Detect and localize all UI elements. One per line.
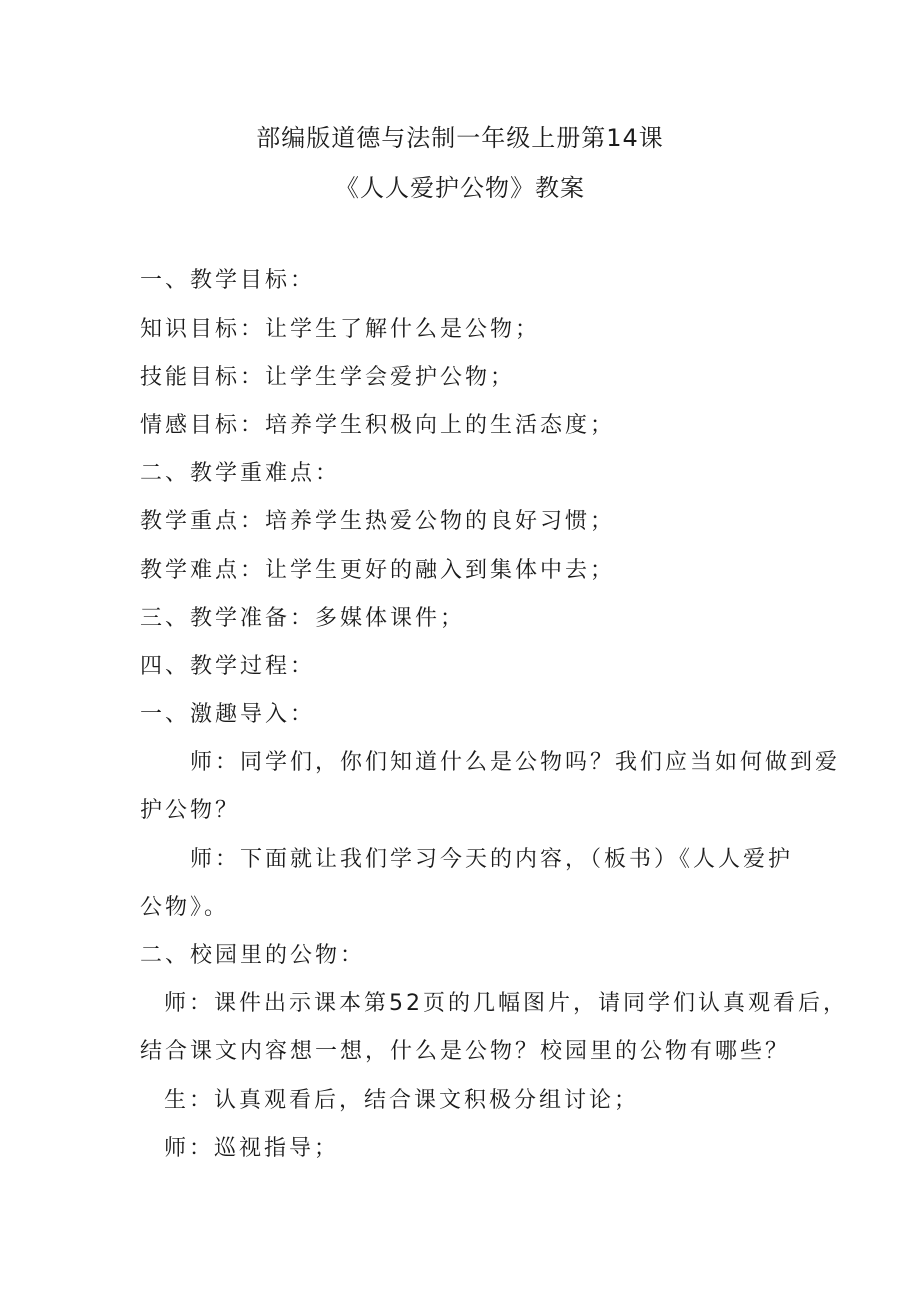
paragraph-line: 技能目标：让学生学会爱护公物； (140, 365, 516, 390)
paragraph-line: 护公物？ (140, 798, 241, 823)
document-subtitle: 《人人爱护公物》教案 (335, 174, 585, 202)
paragraph-line: 结合课文内容想一想，什么是公物？校园里的公物有哪些？ (140, 1039, 791, 1064)
paragraph-line: 教学难点：让学生更好的融入到集体中去； (140, 558, 616, 583)
paragraph-line: 师：巡视指导； (164, 1136, 340, 1161)
paragraph-line: 知识目标：让学生了解什么是公物； (140, 317, 541, 342)
paragraph-line: 师：课件出示课本第52页的几幅图片，请同学们认真观看后， (164, 991, 848, 1016)
section-heading-preparation: 三、教学准备：多媒体课件； (140, 606, 466, 631)
document-title: 部编版道德与法制一年级上册第14课 (256, 124, 664, 152)
section-heading-process: 四、教学过程： (140, 654, 316, 679)
subsection-heading-intro: 一、激趣导入： (140, 702, 316, 727)
paragraph-line: 师：同学们，你们知道什么是公物吗？我们应当如何做到爱 (190, 750, 841, 775)
paragraph-line: 教学重点：培养学生热爱公物的良好习惯； (140, 509, 616, 534)
paragraph-line: 公物》。 (140, 895, 230, 920)
paragraph-line: 生：认真观看后，结合课文积极分组讨论； (164, 1088, 640, 1113)
section-heading-goals: 一、教学目标： (140, 268, 316, 293)
paragraph-line: 情感目标：培养学生积极向上的生活态度； (140, 413, 616, 438)
section-heading-key-points: 二、教学重难点： (140, 461, 341, 486)
subsection-heading-campus: 二、校园里的公物： (140, 943, 366, 968)
paragraph-line: 师：下面就让我们学习今天的内容，（板书）《人人爱护 (190, 847, 794, 872)
